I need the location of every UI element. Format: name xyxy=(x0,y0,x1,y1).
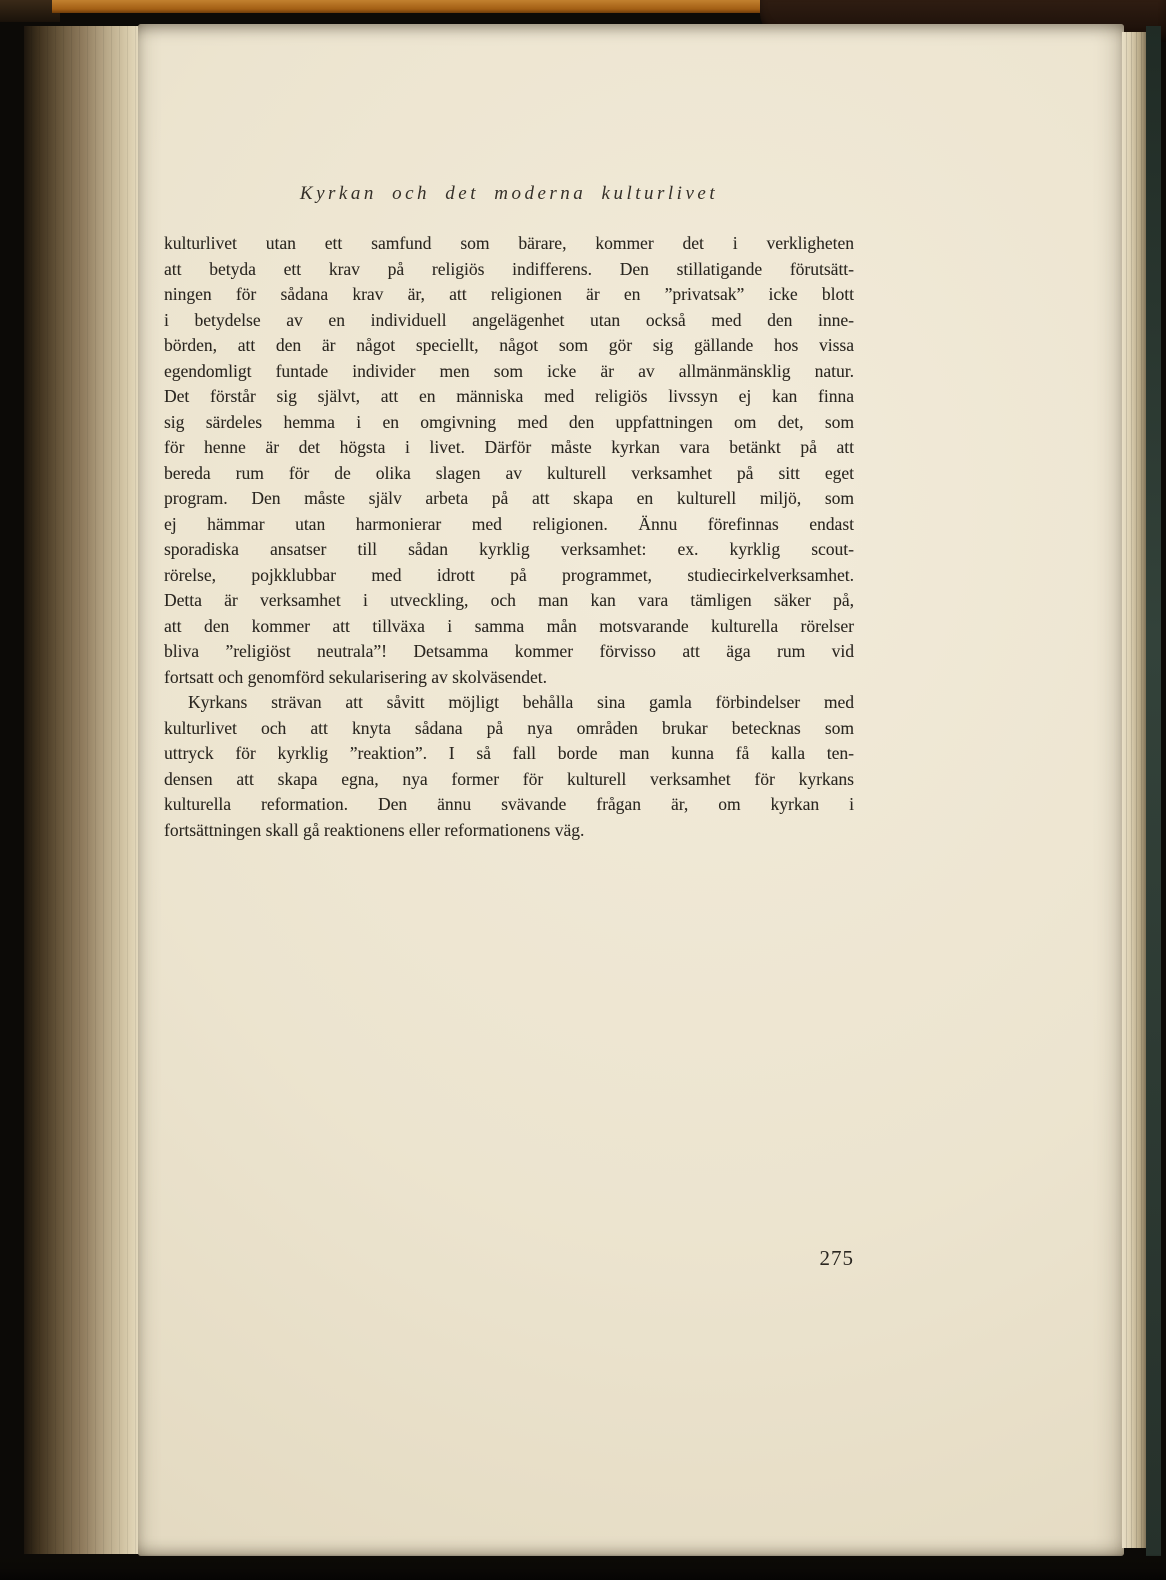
text-line: uttryck för kyrklig ”reaktion”. I så fall borde man kunna få kalla ten- xyxy=(164,743,854,763)
spine-corner xyxy=(0,0,60,22)
text-line: densen att skapa egna, nya former för kulturell verksamhet för kyrkans xyxy=(164,768,854,789)
running-header: Kyrkan och det moderna kulturlivet xyxy=(299,183,719,204)
text-line: Det förstår sig självt, att en människa med religiös livssyn ej kan finna xyxy=(164,386,854,406)
text-line: sig särdeles hemma i en omgivning med den uppfattningen om det, som xyxy=(164,411,854,432)
text-line: Detta är verksamhet i utveckling, och man kan vara tämligen säker på, xyxy=(164,590,854,610)
text-line: att den kommer att tillväxa i samma mån motsvarande kulturella rörelser xyxy=(164,615,854,636)
paragraph xyxy=(164,231,854,690)
text-line: program. Den måste själv arbeta på att skapa en kulturell miljö, som xyxy=(164,488,854,508)
page-edges-right xyxy=(1122,32,1148,1548)
body-text xyxy=(164,231,854,843)
table-wood-strip xyxy=(52,0,770,13)
text-line: bereda rum för de olika slagen av kulturell verksamhet på sitt eget xyxy=(164,462,854,483)
text-line: att betyda ett krav på religiös indifferens. Den stillatigande förutsätt- xyxy=(164,258,854,279)
text-line: rörelse, pojkklubbar med idrott på programmet, studiecirkelverksamhet. xyxy=(164,564,854,585)
book-board-right xyxy=(1146,26,1161,1556)
paragraph xyxy=(164,690,854,843)
text-line: egendomligt funtade individer men som icke är av allmänmänsklig natur. xyxy=(164,360,854,381)
text-line: i betydelse av en individuell angelägenhet utan också med den inne- xyxy=(164,309,854,330)
text-line: för henne är det högsta i livet. Därför måste kyrkan vara betänkt på att xyxy=(164,437,854,457)
text-line: ningen för sådana krav är, att religionen är en ”privatsak” icke blott xyxy=(164,284,854,304)
bottom-cloth-edge xyxy=(0,1554,1166,1580)
text-line: Kyrkans strävan att såvitt möjligt behålla sina gamla förbindelser med xyxy=(188,692,854,712)
text-line: börden, att den är något speciellt, något som gör sig gällande hos vissa xyxy=(164,335,854,355)
text-line: kulturella reformation. Den ännu svävande frågan är, om kyrkan i xyxy=(164,794,854,814)
text-line: ej hämmar utan harmonierar med religionen. Ännu förefinnas endast xyxy=(164,513,854,534)
page-number: 275 xyxy=(819,1246,854,1270)
page-stack-left xyxy=(24,26,142,1554)
text-line: kulturlivet utan ett samfund som bärare, kommer det i verkligheten xyxy=(164,233,854,253)
text-line: fortsättningen skall gå reaktionens eller reformationens väg. xyxy=(164,819,585,840)
text-line: sporadiska ansatser till sådan kyrklig verksamhet: ex. kyrklig scout- xyxy=(164,539,854,559)
text-line: bliva ”religiöst neutrala”! Detsamma kommer förvisso att äga rum vid xyxy=(164,641,854,661)
text-line: kulturlivet och att knyta sådana på nya områden brukar betecknas som xyxy=(164,717,854,738)
text-line: fortsatt och genomförd sekularisering av skolväsendet. xyxy=(164,666,547,687)
